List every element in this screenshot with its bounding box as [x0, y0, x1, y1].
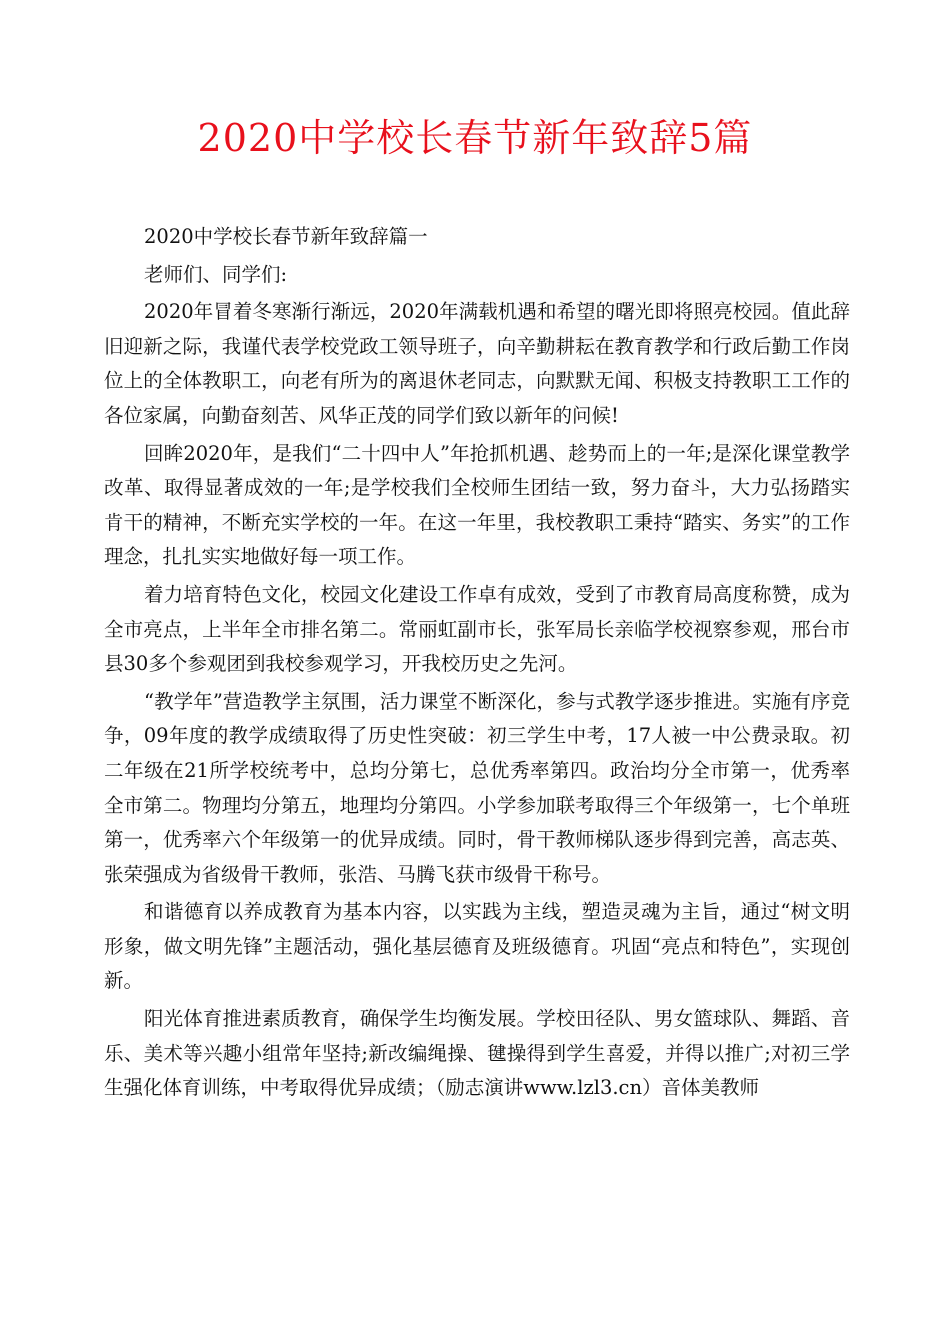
- paragraph: “教学年”营造教学主氛围，活力课堂不断深化，参与式教学逐步推进。实施有序竞争，09年度的教学成绩取得了历史性突破：初三学生中考，17人被一中公费录取。初二年级在21所学校统考中，总均分第七，总优秀率第四。政治均分全市第一，优秀率全市第二。物理均分第五，地理均分第四。小学参加联考取得三个年级第一，七个单班第一，优秀率六个年级第一的优异成绩。同时，骨干教师梯队逐步得到完善，高志英、张荣强成为省级骨干教师，张浩、马腾飞获市级骨干称号。: [104, 689, 850, 886]
- document-body: [104, 220, 850, 1109]
- section-heading: 2020中学校长春节新年致辞篇一: [144, 225, 428, 248]
- greeting-line: 老师们、同学们:: [144, 262, 288, 286]
- paragraph: 阳光体育推进素质教育，确保学生均衡发展。学校田径队、男女篮球队、舞蹈、音乐、美术等兴趣小组常年坚持;新改编绳操、毽操得到学生喜爱，并得以推广;对初三学生强化体育训练，中考取得优异成绩；（励志演讲www.lzl3.cn）音体美教师: [104, 1007, 850, 1100]
- paragraph: 回眸2020年，是我们“二十四中人”年抢抓机遇、趁势而上的一年;是深化课堂教学改革、取得显著成效的一年;是学校我们全校师生团结一致，努力奋斗，大力弘扬踏实肯干的精神，不断充实学校的一年。在这一年里，我校教职工秉持“踏实、务实”的工作理念，扎扎实实地做好每一项工作。: [104, 441, 850, 569]
- document-title: 2020中学校长春节新年致辞5篇: [197, 116, 753, 160]
- paragraph: 和谐德育以养成教育为基本内容，以实践为主线，塑造灵魂为主旨，通过“树文明形象，做文明先锋”主题活动，强化基层德育及班级德育。巩固“亮点和特色”，实现创新。: [104, 900, 850, 993]
- paragraph: 着力培育特色文化，校园文化建设工作卓有成效，受到了市教育局高度称赞，成为全市亮点，上半年全市排名第二。常丽虹副市长，张军局长亲临学校视察参观，邢台市县30多个参观团到我校参观学习，开我校历史之先河。: [104, 582, 850, 676]
- paragraph: 2020年冒着冬寒渐行渐远，2020年满载机遇和希望的曙光即将照亮校园。值此辞旧迎新之际，我谨代表学校党政工领导班子，向辛勤耕耘在教育教学和行政后勤工作岗位上的全体教职工，向老有所为的离退休老同志，向默默无闻、积极支持教职工工作的各位家属，向勤奋刻苦、风华正茂的同学们致以新年的问候!: [104, 300, 850, 427]
